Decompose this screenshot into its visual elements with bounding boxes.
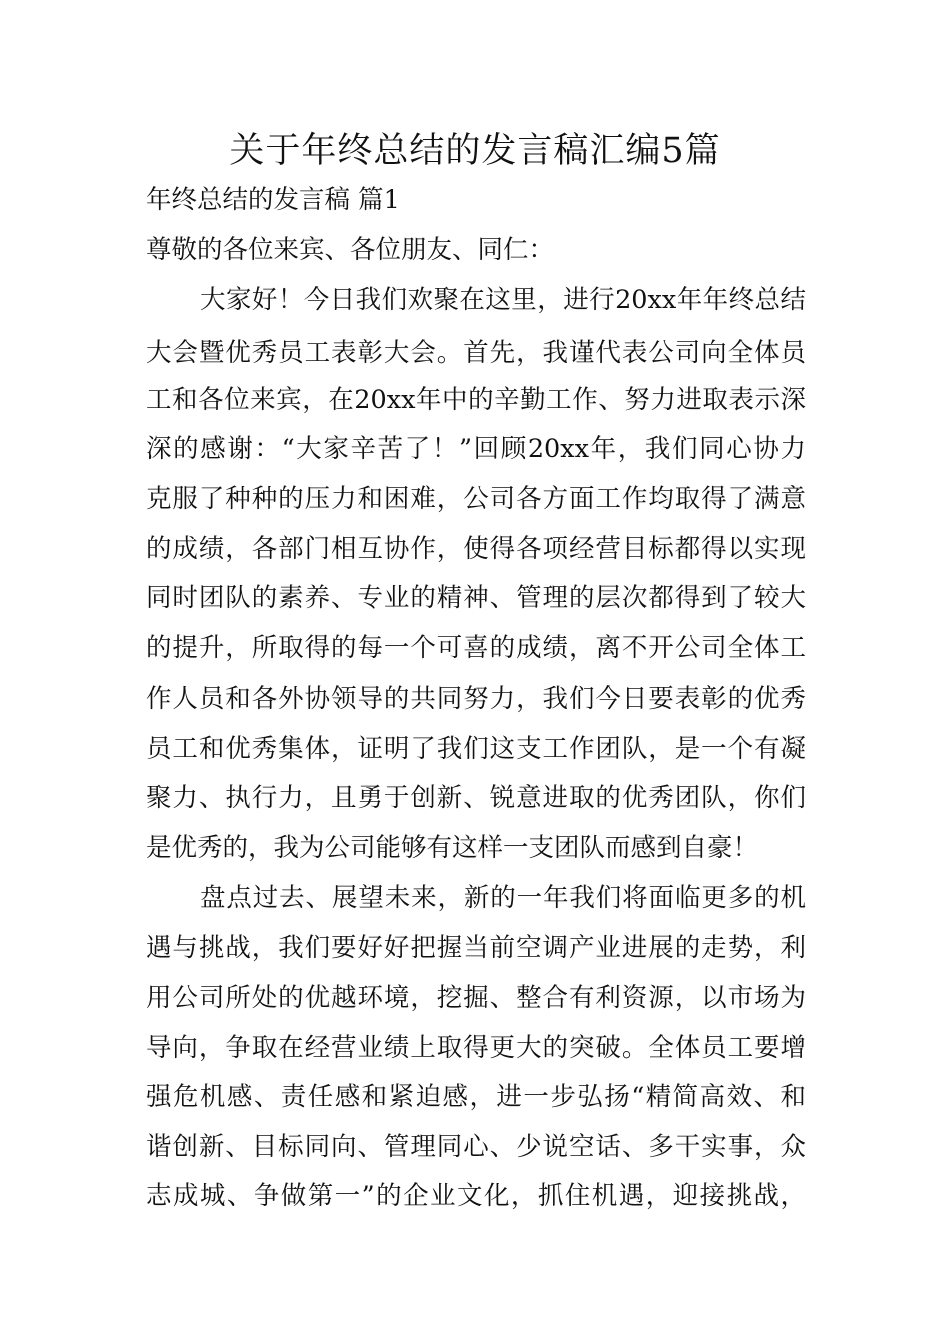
paragraph-2-line: 用公司所处的优越环境，挖掘、整合有利资源，以市场为 bbox=[146, 983, 806, 1013]
paragraph-1-line: 同时团队的素养、专业的精神、管理的层次都得到了较大 bbox=[146, 583, 806, 613]
paragraph-2-line: 遇与挑战，我们要好好把握当前空调产业进展的走势，利 bbox=[146, 933, 806, 963]
paragraph-2-line: 导向，争取在经营业绩上取得更大的突破。全体员工要增 bbox=[146, 1033, 806, 1063]
paragraph-2-line: 盘点过去、展望未来，新的一年我们将面临更多的机 bbox=[200, 883, 806, 913]
paragraph-1-line: 的提升，所取得的每一个可喜的成绩，离不开公司全体工 bbox=[146, 633, 806, 663]
paragraph-1-line: 是优秀的，我为公司能够有这样一支团队而感到自豪！ bbox=[146, 833, 759, 863]
paragraph-1-line: 大会暨优秀员工表彰大会。首先，我谨代表公司向全体员 bbox=[146, 338, 806, 368]
document-title: 关于年终总结的发言稿汇编5篇 bbox=[229, 131, 721, 171]
paragraph-2-line: 强危机感、责任感和紧迫感，进一步弘扬“精简高效、和 bbox=[146, 1082, 806, 1112]
paragraph-2-line: 谐创新、目标同向、管理同心、少说空话、多干实事，众 bbox=[146, 1132, 806, 1162]
paragraph-1-line: 大家好！今日我们欢聚在这里，进行20xx年年终总结 bbox=[200, 285, 806, 315]
paragraph-1-line: 聚力、执行力，且勇于创新、锐意进取的优秀团队，你们 bbox=[146, 783, 806, 813]
paragraph-1-line: 深的感谢：“大家辛苦了！”回顾20xx年，我们同心协力 bbox=[146, 434, 806, 464]
paragraph-1-line: 员工和优秀集体，证明了我们这支工作团队，是一个有凝 bbox=[146, 734, 806, 764]
section-heading: 年终总结的发言稿 篇1 bbox=[146, 185, 400, 215]
paragraph-1-line: 的成绩，各部门相互协作，使得各项经营目标都得以实现 bbox=[146, 534, 806, 564]
paragraph-1-line: 作人员和各外协领导的共同努力，我们今日要表彰的优秀 bbox=[146, 684, 806, 714]
greeting-line: 尊敬的各位来宾、各位朋友、同仁： bbox=[146, 235, 555, 265]
paragraph-1-line: 工和各位来宾，在20xx年中的辛勤工作、努力进取表示深 bbox=[146, 385, 806, 415]
paragraph-1-line: 克服了种种的压力和困难，公司各方面工作均取得了满意 bbox=[146, 484, 806, 514]
paragraph-2-line: 志成城、争做第一”的企业文化，抓住机遇，迎接挑战， bbox=[146, 1181, 806, 1211]
